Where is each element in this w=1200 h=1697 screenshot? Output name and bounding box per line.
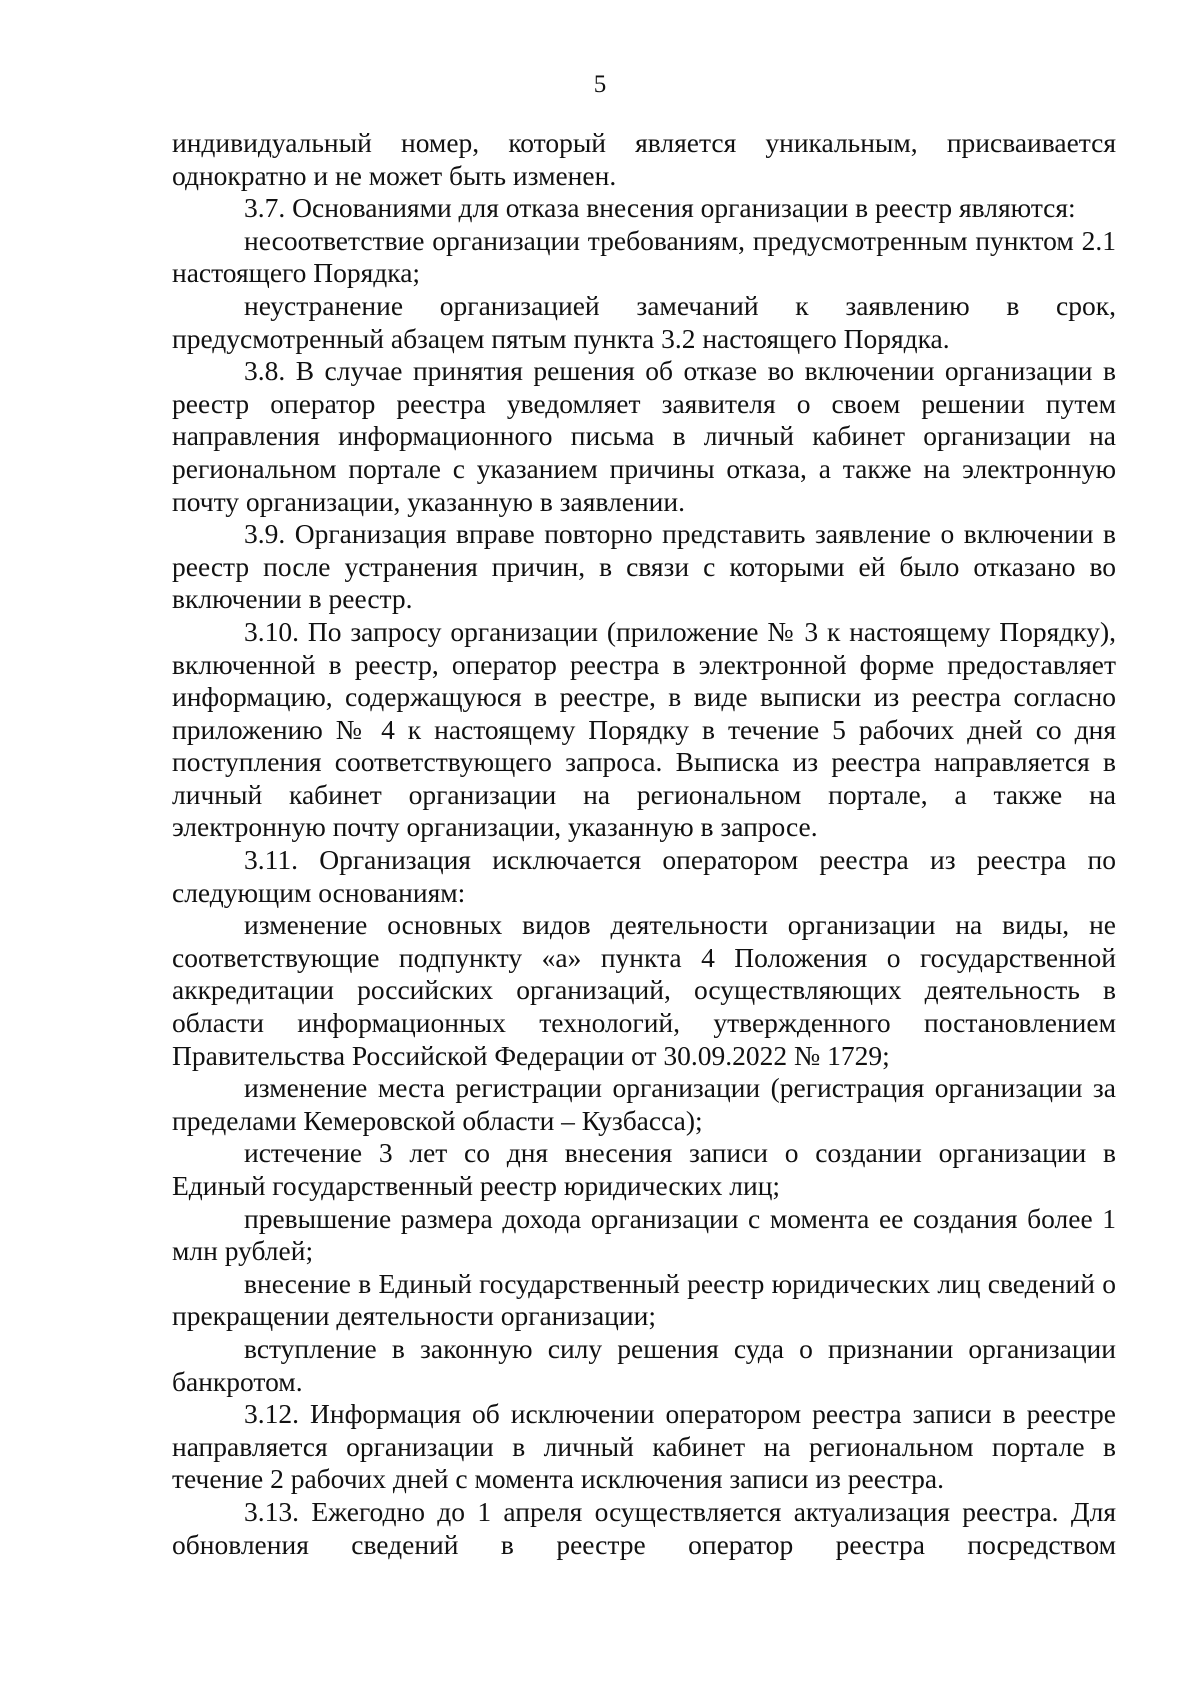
document-body xyxy=(172,127,1116,1561)
paragraph-3-7: 3.7. Основаниями для отказа внесения организации в реестр являются: xyxy=(244,192,1076,224)
paragraph-3-11-item-2: изменение места регистрации организации (регистрация организации за пределами Кемеровской области – Кузбасса); xyxy=(172,1072,1116,1136)
paragraph-3-13: 3.13. Ежегодно до 1 апреля осуществляется актуализация реестра. Для обновления сведений в реестре оператор реестра посредством xyxy=(172,1495,1116,1560)
paragraph-3-8: 3.8. В случае принятия решения об отказе во включении организации в реестр оператор реестра уведомляет заявителя о своем решении путем направления информационного письма в личный кабинет организации на региональном портале с указанием причины отказа, а также на электронную почту организации, указанную в заявлении. xyxy=(172,355,1116,517)
paragraph-3-10: 3.10. По запросу организации (приложение № 3 к настоящему Порядку), включенной в реестр, оператор реестра в электронной форме предоставляет информацию, содержащуюся в реестре, в виде выписки из реестра согласно приложению № 4 к настоящему Порядку в течение 5 рабочих дней со дня поступления соответствующего запроса. Выписка из реестра направляется в личный кабинет организации на региональном портале, а также на электронную почту организации, указанную в запросе. xyxy=(172,615,1116,843)
paragraph-3-7-item-2: неустранение организацией замечаний к заявлению в срок, предусмотренный абзацем пятым пункта 3.2 настоящего Порядка. xyxy=(172,289,1116,354)
paragraph-3-7-item-1: несоответствие организации требованиям, предусмотренным пунктом 2.1 настоящего Порядка; xyxy=(172,224,1116,289)
paragraph-3-9: 3.9. Организация вправе повторно представить заявление о включении в реестр после устранения причин, в связи с которыми ей было отказано во включении в реестр. xyxy=(172,518,1116,615)
paragraph-3-11: 3.11. Организация исключается оператором реестра из реестра по следующим основаниям: xyxy=(172,844,1116,908)
paragraph-3-11-item-4: превышение размера дохода организации с момента ее создания более 1 млн рублей; xyxy=(172,1202,1116,1267)
paragraph-continuation: индивидуальный номер, который является уникальным, присваивается однократно и не может быть изменен. xyxy=(172,127,1116,191)
page-number: 5 xyxy=(593,71,607,98)
paragraph-3-11-item-6: вступление в законную силу решения суда о признании организации банкротом. xyxy=(172,1332,1116,1397)
paragraph-3-11-item-5: внесение в Единый государственный реестр юридических лиц сведений о прекращении деятельности организации; xyxy=(172,1267,1116,1332)
paragraph-3-11-item-3: истечение 3 лет со дня внесения записи о создании организации в Единый государственный реестр юридических лиц; xyxy=(172,1137,1116,1201)
paragraph-3-11-item-1: изменение основных видов деятельности организации на виды, не соответствующие подпункту «а» пункта 4 Положения о государственной аккредитации российских организаций, осуществляющих деятельность в области информационных технологий, утвержденного постановлением Правительства Российской Федерации от 30.09.2022 № 1729; xyxy=(172,909,1116,1071)
paragraph-3-12: 3.12. Информация об исключении оператором реестра записи в реестре направляется организации в личный кабинет на региональном портале в течение 2 рабочих дней с момента исключения записи из реестра. xyxy=(172,1398,1116,1495)
